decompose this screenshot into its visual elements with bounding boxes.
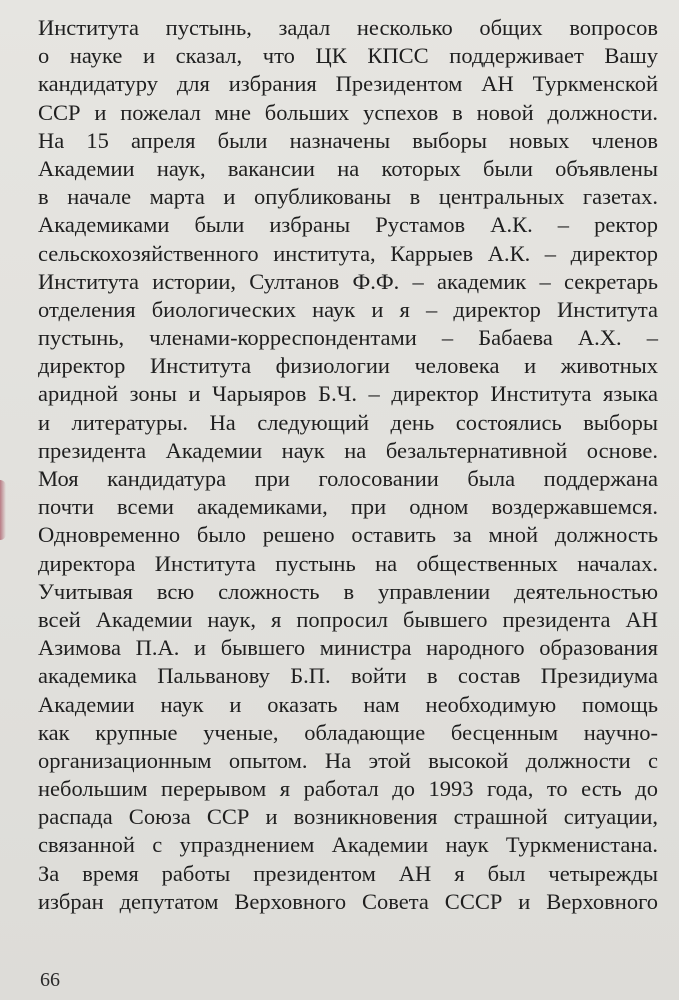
text-line: пустынь, членами-корреспондентами – Бабаева А.Х. – <box>38 325 658 351</box>
text-line: почти всеми академиками, при одном воздержавшемся. <box>38 494 658 520</box>
text-line: организационным опытом. На этой высокой должности с <box>38 747 658 773</box>
text-line: На 15 апреля были назначены выборы новых членов <box>38 127 658 153</box>
text-line: распада Союза ССР и возникновения страшной ситуации, <box>38 804 658 830</box>
text-line: ССР и пожелал мне больших успехов в новой должности. <box>38 99 658 125</box>
body-text <box>38 14 658 916</box>
text-line: как крупные ученые, обладающие бесценным научно- <box>38 719 658 745</box>
text-line: всей Академии наук, я попросил бывшего президента АН <box>38 606 658 632</box>
page-edge-shadow <box>0 480 6 540</box>
text-line: отделения биологических наук и я – директор Института <box>38 296 658 322</box>
text-line: аридной зоны и Чарыяров Б.Ч. – директор Института языка <box>38 381 658 407</box>
text-line: связанной с упразднением Академии наук Туркменистана. <box>38 832 658 858</box>
text-line: о науке и сказал, что ЦК КПСС поддерживает Вашу <box>38 43 658 69</box>
text-line: академика Пальванову Б.П. войти в состав Президиума <box>38 663 658 689</box>
text-line: в начале марта и опубликованы в центральных газетах. <box>38 184 658 210</box>
text-line: небольшим перерывом я работал до 1993 года, то есть до <box>38 776 658 802</box>
text-line: и литературы. На следующий день состоялись выборы <box>38 409 658 435</box>
text-line: Академии наук и оказать нам необходимую помощь <box>38 691 658 717</box>
text-line: Института истории, Султанов Ф.Ф. – академик – секретарь <box>38 268 658 294</box>
text-line: кандидатуру для избрания Президентом АН Туркменской <box>38 71 658 97</box>
text-line: избран депутатом Верховного Совета СССР и Верховного <box>38 888 658 914</box>
text-line: директора Института пустынь на общественных началах. <box>38 550 658 576</box>
text-line: президента Академии наук на безальтернативной основе. <box>38 437 658 463</box>
page-number: 66 <box>40 969 60 991</box>
text-line: Моя кандидатура при голосовании была поддержана <box>38 466 658 491</box>
text-line: Академиками были избраны Рустамов А.К. – ректор <box>38 212 658 238</box>
text-line: сельскохозяйственного института, Каррыев А.К. – директор <box>38 240 658 266</box>
text-line: Института пустынь, задал несколько общих вопросов <box>38 15 658 40</box>
text-line: директор Института физиологии человека и животных <box>38 353 658 379</box>
text-line: Одновременно было решено оставить за мной должность <box>38 522 658 548</box>
text-line: Азимова П.А. и бывшего министра народного образования <box>38 635 658 661</box>
text-line: Учитывая всю сложность в управлении деятельностью <box>38 578 658 604</box>
text-line: Академии наук, вакансии на которых были объявлены <box>38 155 658 181</box>
text-line: За время работы президентом АН я был четырежды <box>38 860 658 886</box>
